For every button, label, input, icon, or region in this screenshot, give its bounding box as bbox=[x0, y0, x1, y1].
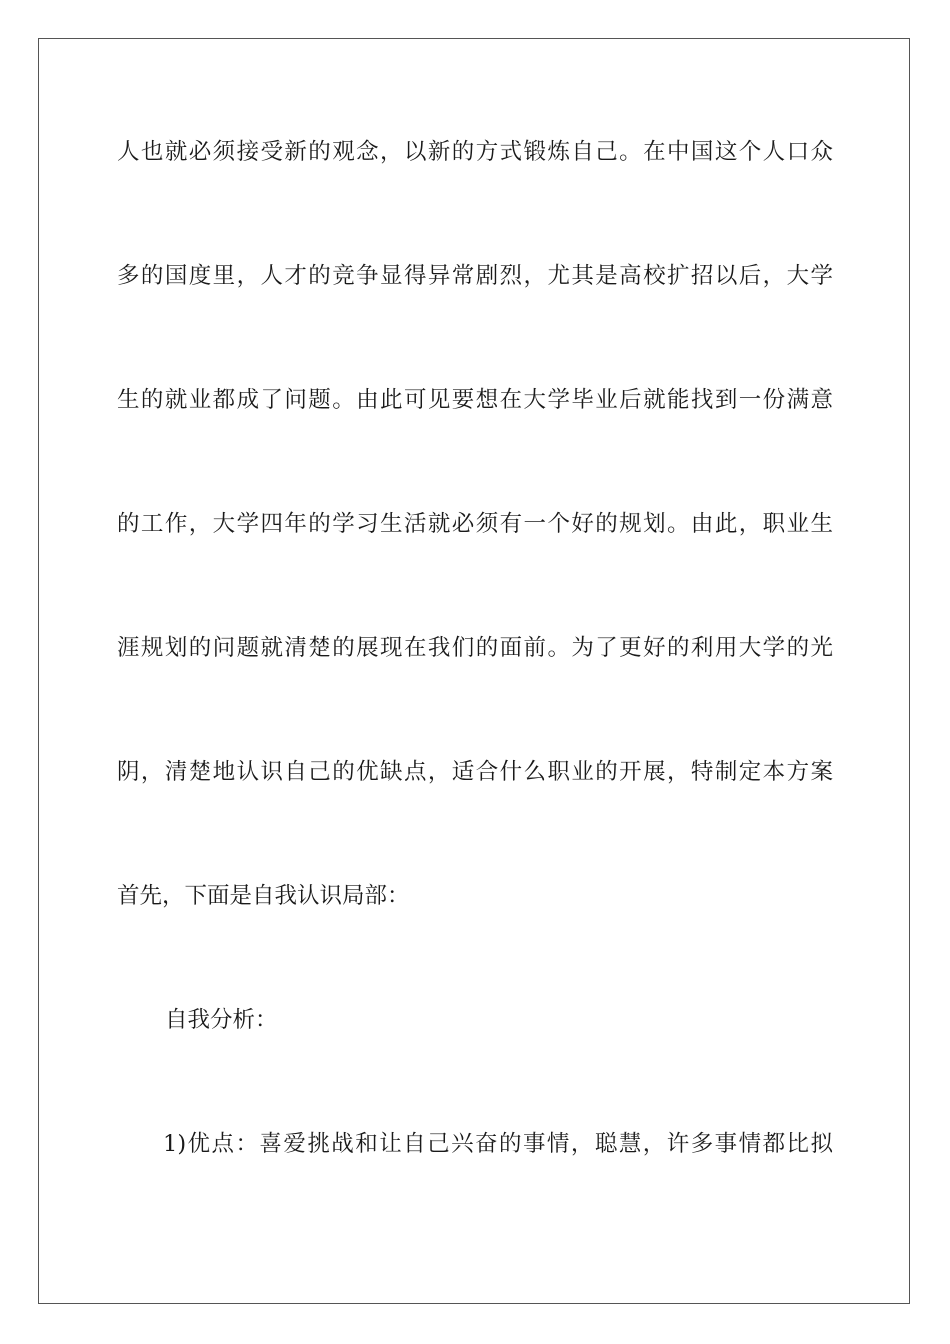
paragraph-line-3: 生的就业都成了问题。由此可见要想在大学毕业后就能找到一份满意 bbox=[117, 387, 833, 413]
section-heading-self-analysis: 自我分析： bbox=[165, 1007, 278, 1033]
paragraph-line-4: 的工作，大学四年的学习生活就必须有一个好的规划。由此，职业生 bbox=[117, 511, 833, 537]
list-item-strengths: 1)优点：喜爱挑战和让自己兴奋的事情，聪慧，许多事情都比拟 bbox=[163, 1131, 833, 1157]
page-border bbox=[38, 38, 910, 1304]
paragraph-line-6: 阴，清楚地认识自己的优缺点，适合什么职业的开展，特制定本方案 bbox=[117, 759, 833, 785]
paragraph-line-2: 多的国度里，人才的竞争显得异常剧烈，尤其是高校扩招以后，大学 bbox=[117, 263, 833, 289]
paragraph-line-5: 涯规划的问题就清楚的展现在我们的面前。为了更好的利用大学的光 bbox=[117, 635, 833, 661]
paragraph-line-7: 首先，下面是自我认识局部： bbox=[117, 883, 410, 909]
paragraph-line-1: 人也就必须接受新的观念，以新的方式锻炼自己。在中国这个人口众 bbox=[117, 139, 833, 165]
